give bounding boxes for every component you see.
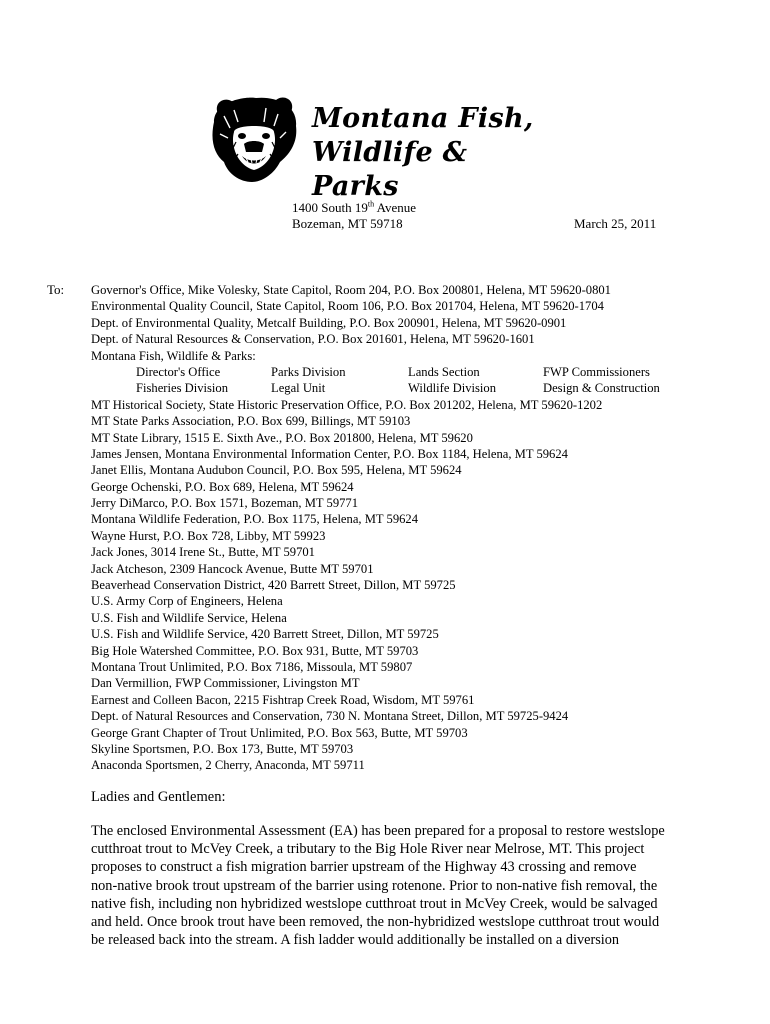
- agency-name-line2: Wildlife & Parks: [312, 137, 468, 202]
- body-line: non-native brook trout upstream of the barrier using rotenone. Prior to non-native fish removal, the: [91, 877, 658, 894]
- recipient-line: Dept. of Natural Resources & Conservation, P.O. Box 201601, Helena, MT 59620-1601: [91, 332, 535, 347]
- sender-address: [292, 200, 416, 232]
- address-street: [292, 200, 416, 216]
- recipient-line: Dan Vermillion, FWP Commissioner, Livingston MT: [91, 676, 360, 691]
- recipient-line: U.S. Army Corp of Engineers, Helena: [91, 594, 283, 609]
- fwp-division: Design & Construction: [543, 381, 660, 396]
- recipient-line: Dept. of Natural Resources and Conservation, 730 N. Montana Street, Dillon, MT 59725-9424: [91, 709, 569, 724]
- recipient-line: Montana Wildlife Federation, P.O. Box 1175, Helena, MT 59624: [91, 512, 419, 527]
- recipient-line: George Ochenski, P.O. Box 689, Helena, MT 59624: [91, 479, 354, 494]
- fwp-division: Parks Division: [271, 364, 346, 379]
- body-line: be released back into the stream. A fish ladder would additionally be installed on a diversion: [91, 932, 620, 949]
- recipient-line: James Jensen, Montana Environmental Information Center, P.O. Box 1184, Helena, MT 59624: [91, 446, 568, 461]
- fwp-division: Lands Section: [408, 364, 480, 379]
- recipient-line: MT Historical Society, State Historic Preservation Office, P.O. Box 201202, Helena, MT 59620-1202: [91, 397, 603, 412]
- recipient-line: Governor's Office, Mike Volesky, State Capitol, Room 204, P.O. Box 200801, Helena, MT 59620-0801: [91, 283, 611, 297]
- agency-name: [312, 102, 544, 204]
- recipient-list: [91, 282, 660, 774]
- recipient-line: Janet Ellis, Montana Audubon Council, P.O. Box 595, Helena, MT 59624: [91, 463, 462, 478]
- recipient-line: Jack Atcheson, 2309 Hancock Avenue, Butte MT 59701: [91, 561, 374, 576]
- letterhead-logo: [204, 92, 544, 202]
- recipient-line: Montana Trout Unlimited, P.O. Box 7186, Missoula, MT 59807: [91, 659, 413, 674]
- recipient-list-continued: [91, 397, 611, 774]
- recipient-line: Jack Jones, 3014 Irene St., Butte, MT 59701: [91, 545, 315, 560]
- recipient-line: George Grant Chapter of Trout Unlimited, P.O. Box 563, Butte, MT 59703: [91, 725, 468, 740]
- recipient-line: Wayne Hurst, P.O. Box 728, Libby, MT 59923: [91, 528, 326, 543]
- address-street-name: Avenue: [374, 200, 417, 215]
- recipient-line: U.S. Fish and Wildlife Service, 420 Barrett Street, Dillon, MT 59725: [91, 627, 439, 642]
- fwp-division: Director's Office: [136, 364, 221, 379]
- recipient-line: Anaconda Sportsmen, 2 Cherry, Anaconda, MT 59711: [91, 758, 365, 773]
- recipient-line: Dept. of Environmental Quality, Metcalf Building, P.O. Box 200901, Helena, MT 59620-0901: [91, 315, 567, 330]
- to-label: To:: [47, 282, 65, 297]
- recipient-line: Environmental Quality Council, State Capitol, Room 106, P.O. Box 201704, Helena, MT 59620-1704: [91, 299, 604, 314]
- fwp-division: Legal Unit: [271, 381, 326, 396]
- fwp-divisions-row: [91, 364, 650, 380]
- fwp-division: Fisheries Division: [136, 381, 229, 396]
- body-line: native fish, including non hybridized westslope cutthroat trout in McVey Creek, would be salvaged: [91, 895, 658, 912]
- recipient-line: Big Hole Watershed Committee, P.O. Box 931, Butte, MT 59703: [91, 643, 419, 658]
- body-line: The enclosed Environmental Assessment (EA) has been prepared for a proposal to restore westslope: [91, 823, 665, 839]
- salutation: Ladies and Gentlemen:: [91, 789, 226, 805]
- address-street-number: 1400 South 19: [292, 200, 368, 215]
- agency-name-line1: Montana Fish,: [312, 103, 534, 134]
- letter-date: March 25, 2011: [574, 216, 657, 231]
- body-line: cutthroat trout to McVey Creek, a tributary to the Big Hole River near Melrose, MT. This project: [91, 841, 645, 858]
- recipient-line: Earnest and Colleen Bacon, 2215 Fishtrap Creek Road, Wisdom, MT 59761: [91, 692, 475, 707]
- letter-body: [91, 822, 703, 949]
- fwp-divisions-row: [91, 380, 660, 396]
- body-line: proposes to construct a fish migration barrier upstream of the Highway 43 crossing and remove: [91, 859, 637, 876]
- recipient-line: Jerry DiMarco, P.O. Box 1571, Bozeman, MT 59771: [91, 496, 359, 511]
- bear-head-icon: [204, 92, 304, 184]
- recipient-line: Skyline Sportsmen, P.O. Box 173, Butte, MT 59703: [91, 741, 354, 756]
- recipient-line: Beaverhead Conservation District, 420 Barrett Street, Dillon, MT 59725: [91, 578, 456, 593]
- recipient-line: MT State Parks Association, P.O. Box 699, Billings, MT 59103: [91, 414, 411, 429]
- fwp-division: FWP Commissioners: [543, 364, 650, 379]
- address-street-suffix-sup: th: [367, 199, 375, 209]
- address-city: Bozeman, MT 59718: [292, 216, 403, 231]
- recipient-line: Montana Fish, Wildlife & Parks:: [91, 348, 256, 363]
- fwp-division: Wildlife Division: [408, 381, 496, 396]
- body-line: and held. Once brook trout have been removed, the non-hybridized westslope cutthroat trout would: [91, 913, 660, 930]
- recipient-line: MT State Library, 1515 E. Sixth Ave., P.O. Box 201800, Helena, MT 59620: [91, 430, 473, 445]
- recipient-line: U.S. Fish and Wildlife Service, Helena: [91, 610, 287, 625]
